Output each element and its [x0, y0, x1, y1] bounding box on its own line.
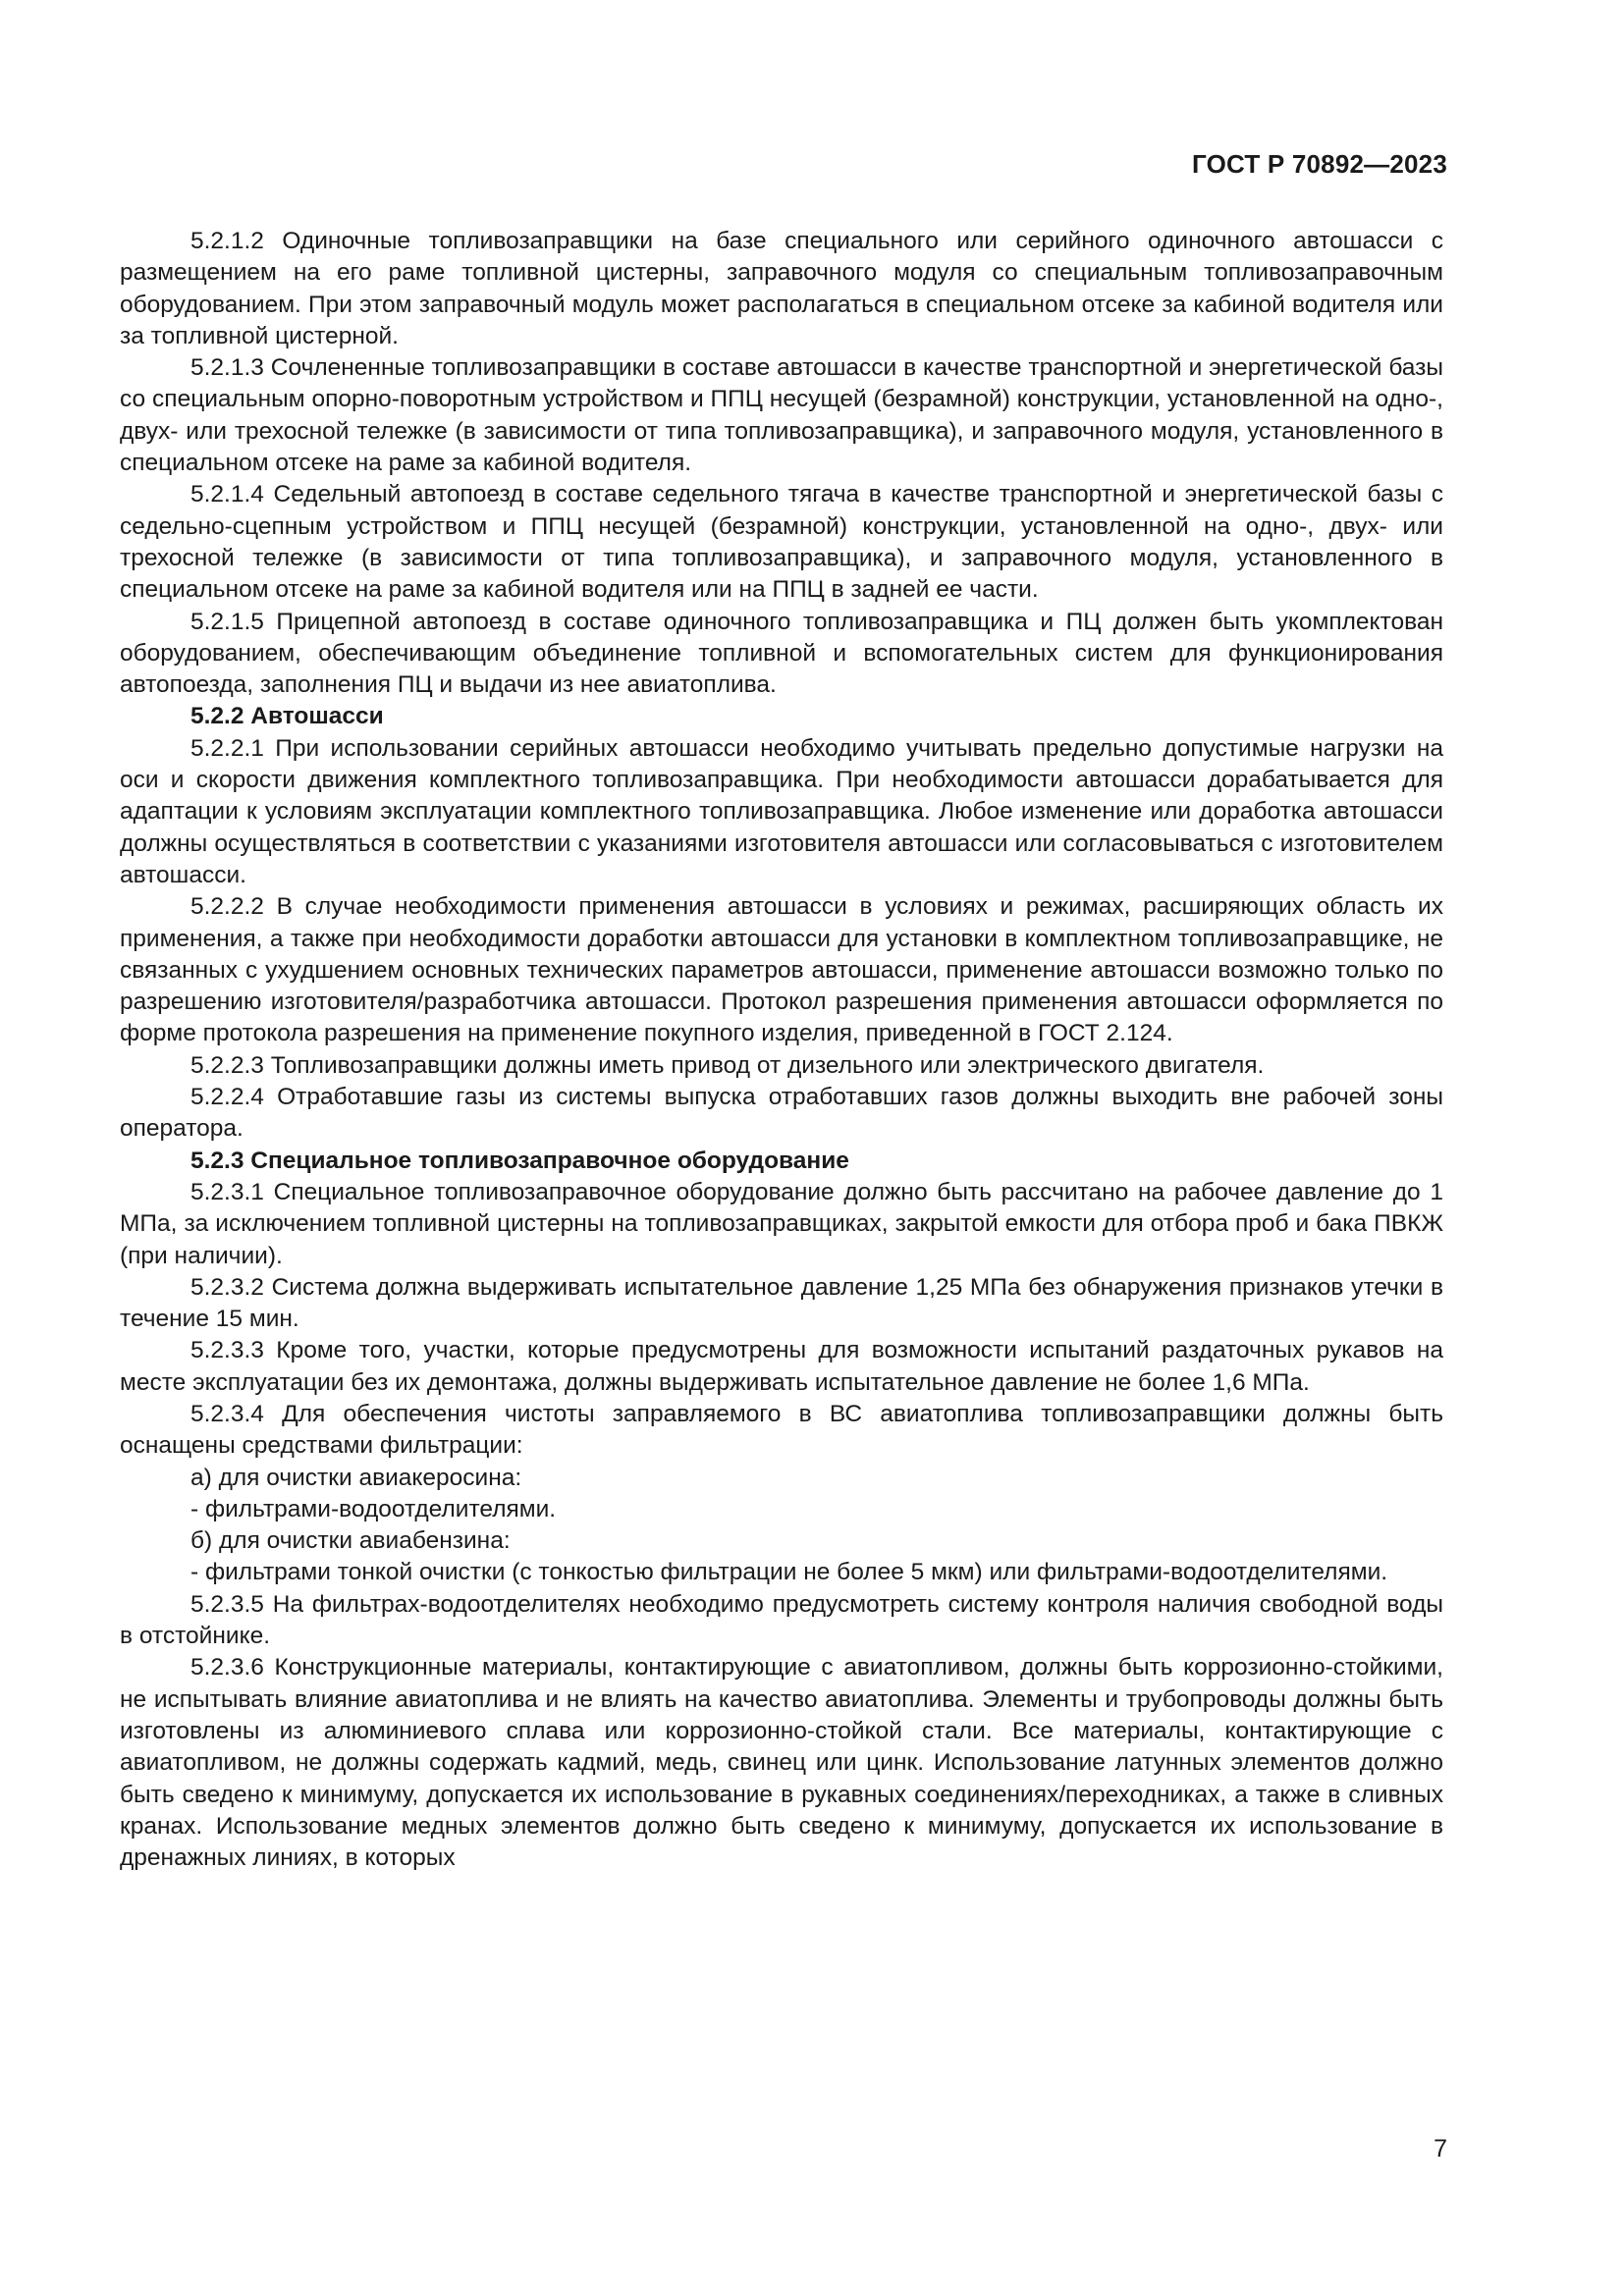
- paragraph-5-2-3-2: 5.2.3.2 Система должна выдерживать испытательное давление 1,25 МПа без обнаружения признаков утечки в течение 15 мин.: [120, 1273, 1443, 1333]
- paragraph-5-2-1-3: 5.2.1.3 Сочлененные топливозаправщики в составе автошасси в качестве транспортной и энергетической базы со специальным опорно-поворотным устройством и ППЦ несущей (безрамной) конструкции, установленной на одно-, двух- или трехосной тележке (в зависимости от типа топливозаправщика), и заправочного модуля, установленного в специальном отсеке на раме за кабиной водителя.: [120, 354, 1443, 477]
- section-heading-5-2-3: 5.2.3 Специальное топливозаправочное оборудование: [190, 1147, 849, 1174]
- list-item-a: а) для очистки авиакеросина:: [190, 1464, 522, 1491]
- paragraph-5-2-1-4: 5.2.1.4 Седельный автопоезд в составе седельного тягача в качестве транспортной и энергетической базы с седельно-сцепным устройством и ППЦ несущей (безрамной) конструкции, установленной на одно-, двух- или трехосной тележке (в зависимости от типа топливозаправщика), и заправочного модуля, установленного в специальном отсеке на раме за кабиной водителя или на ППЦ в задней ее части.: [120, 481, 1443, 604]
- paragraph-5-2-3-3: 5.2.3.3 Кроме того, участки, которые предусмотрены для возможности испытаний раздаточных рукавов на месте эксплуатации без их демонтажа, должны выдерживать испытательное давление не более 1,6 МПа.: [120, 1337, 1443, 1396]
- paragraph-5-2-2-2: 5.2.2.2 В случае необходимости применения автошасси в условиях и режимах, расширяющих область их применения, а также при необходимости доработки автошасси для установки в комплектном топливозаправщике, не связанных с ухудшением основных технических параметров автошасси, применение автошасси возможно только по разрешению изготовителя/разработчика автошасси. Протокол разрешения применения автошасси оформляется по форме протокола разрешения на применение покупного изделия, приведенной в ГОСТ 2.124.: [120, 893, 1443, 1047]
- paragraph-5-2-1-2: 5.2.1.2 Одиночные топливозаправщики на базе специального или серийного одиночного автошасси с размещением на его раме топливной цистерны, заправочного модуля со специальным топливозаправочным оборудованием. При этом заправочный модуль может располагаться в специальном отсеке за кабиной водителя или за топливной цистерной.: [120, 228, 1443, 349]
- section-heading-5-2-2: 5.2.2 Автошасси: [190, 703, 384, 730]
- paragraph-5-2-2-1: 5.2.2.1 При использовании серийных автошасси необходимо учитывать предельно допустимые нагрузки на оси и скорости движения комплектного топливозаправщика. При необходимости автошасси дорабатывается для адаптации к условиям эксплуатации комплектного топливозаправщика. Любое изменение или доработка автошасси должны осуществляться в соответствии с указаниями изготовителя автошасси или согласовываться с изготовителем автошасси.: [120, 734, 1443, 888]
- document-id-header: ГОСТ Р 70892—2023: [1192, 149, 1447, 179]
- paragraph-5-2-2-4: 5.2.2.4 Отработавшие газы из системы выпуска отработавших газов должны выходить вне рабочей зоны оператора.: [120, 1084, 1443, 1143]
- list-dash-item: - фильтрами-водоотделителями.: [190, 1495, 557, 1522]
- list-item-b: б) для очистки авиабензина:: [190, 1527, 511, 1555]
- paragraph-5-2-3-5: 5.2.3.5 На фильтрах-водоотделителях необходимо предусмотреть систему контроля наличия свободной воды в отстойнике.: [120, 1590, 1443, 1650]
- paragraph-5-2-1-5: 5.2.1.5 Прицепной автопоезд в составе одиночного топливозаправщика и ПЦ должен быть укомплектован оборудованием, обеспечивающим объединение топливной и вспомогательных систем для функционирования автопоезда, заполнения ПЦ и выдачи из нее авиатоплива.: [120, 608, 1443, 699]
- paragraph-5-2-3-6: 5.2.3.6 Конструкционные материалы, контактирующие с авиатопливом, должны быть коррозионно-стойкими, не испытывать влияние авиатоплива и не влиять на качество авиатоплива. Элементы и трубопроводы должны быть изготовлены из алюминиевого сплава или коррозионно-стойкой стали. Все материалы, контактирующие с авиатопливом, не должны содержать кадмий, медь, свинец или цинк. Использование латунных элементов должно быть сведено к минимуму, допускается их использование в рукавных соединениях/переходниках, а также в сливных кранах. Использование медных элементов должно быть сведено к минимуму, допускается их использование в дренажных линиях, в которых: [120, 1654, 1443, 1872]
- list-dash-item: - фильтрами тонкой очистки (с тонкостью фильтрации не более 5 мкм) или фильтрами-водоотделителями.: [190, 1559, 1388, 1586]
- paragraph-5-2-2-3: 5.2.2.3 Топливозаправщики должны иметь привод от дизельного или электрического двигателя.: [190, 1051, 1265, 1079]
- paragraph-5-2-3-4: 5.2.3.4 Для обеспечения чистоты заправляемого в ВС авиатоплива топливозаправщики должны быть оснащены средствами фильтрации:: [120, 1400, 1443, 1460]
- page-number: 7: [1434, 2135, 1447, 2163]
- paragraph-5-2-3-1: 5.2.3.1 Специальное топливозаправочное оборудование должно быть рассчитано на рабочее давление до 1 МПа, за исключением топливной цистерны на топливозаправщиках, закрытой емкости для отбора проб и бака ПВКЖ (при наличии).: [120, 1178, 1443, 1269]
- document-body: [120, 226, 1443, 1874]
